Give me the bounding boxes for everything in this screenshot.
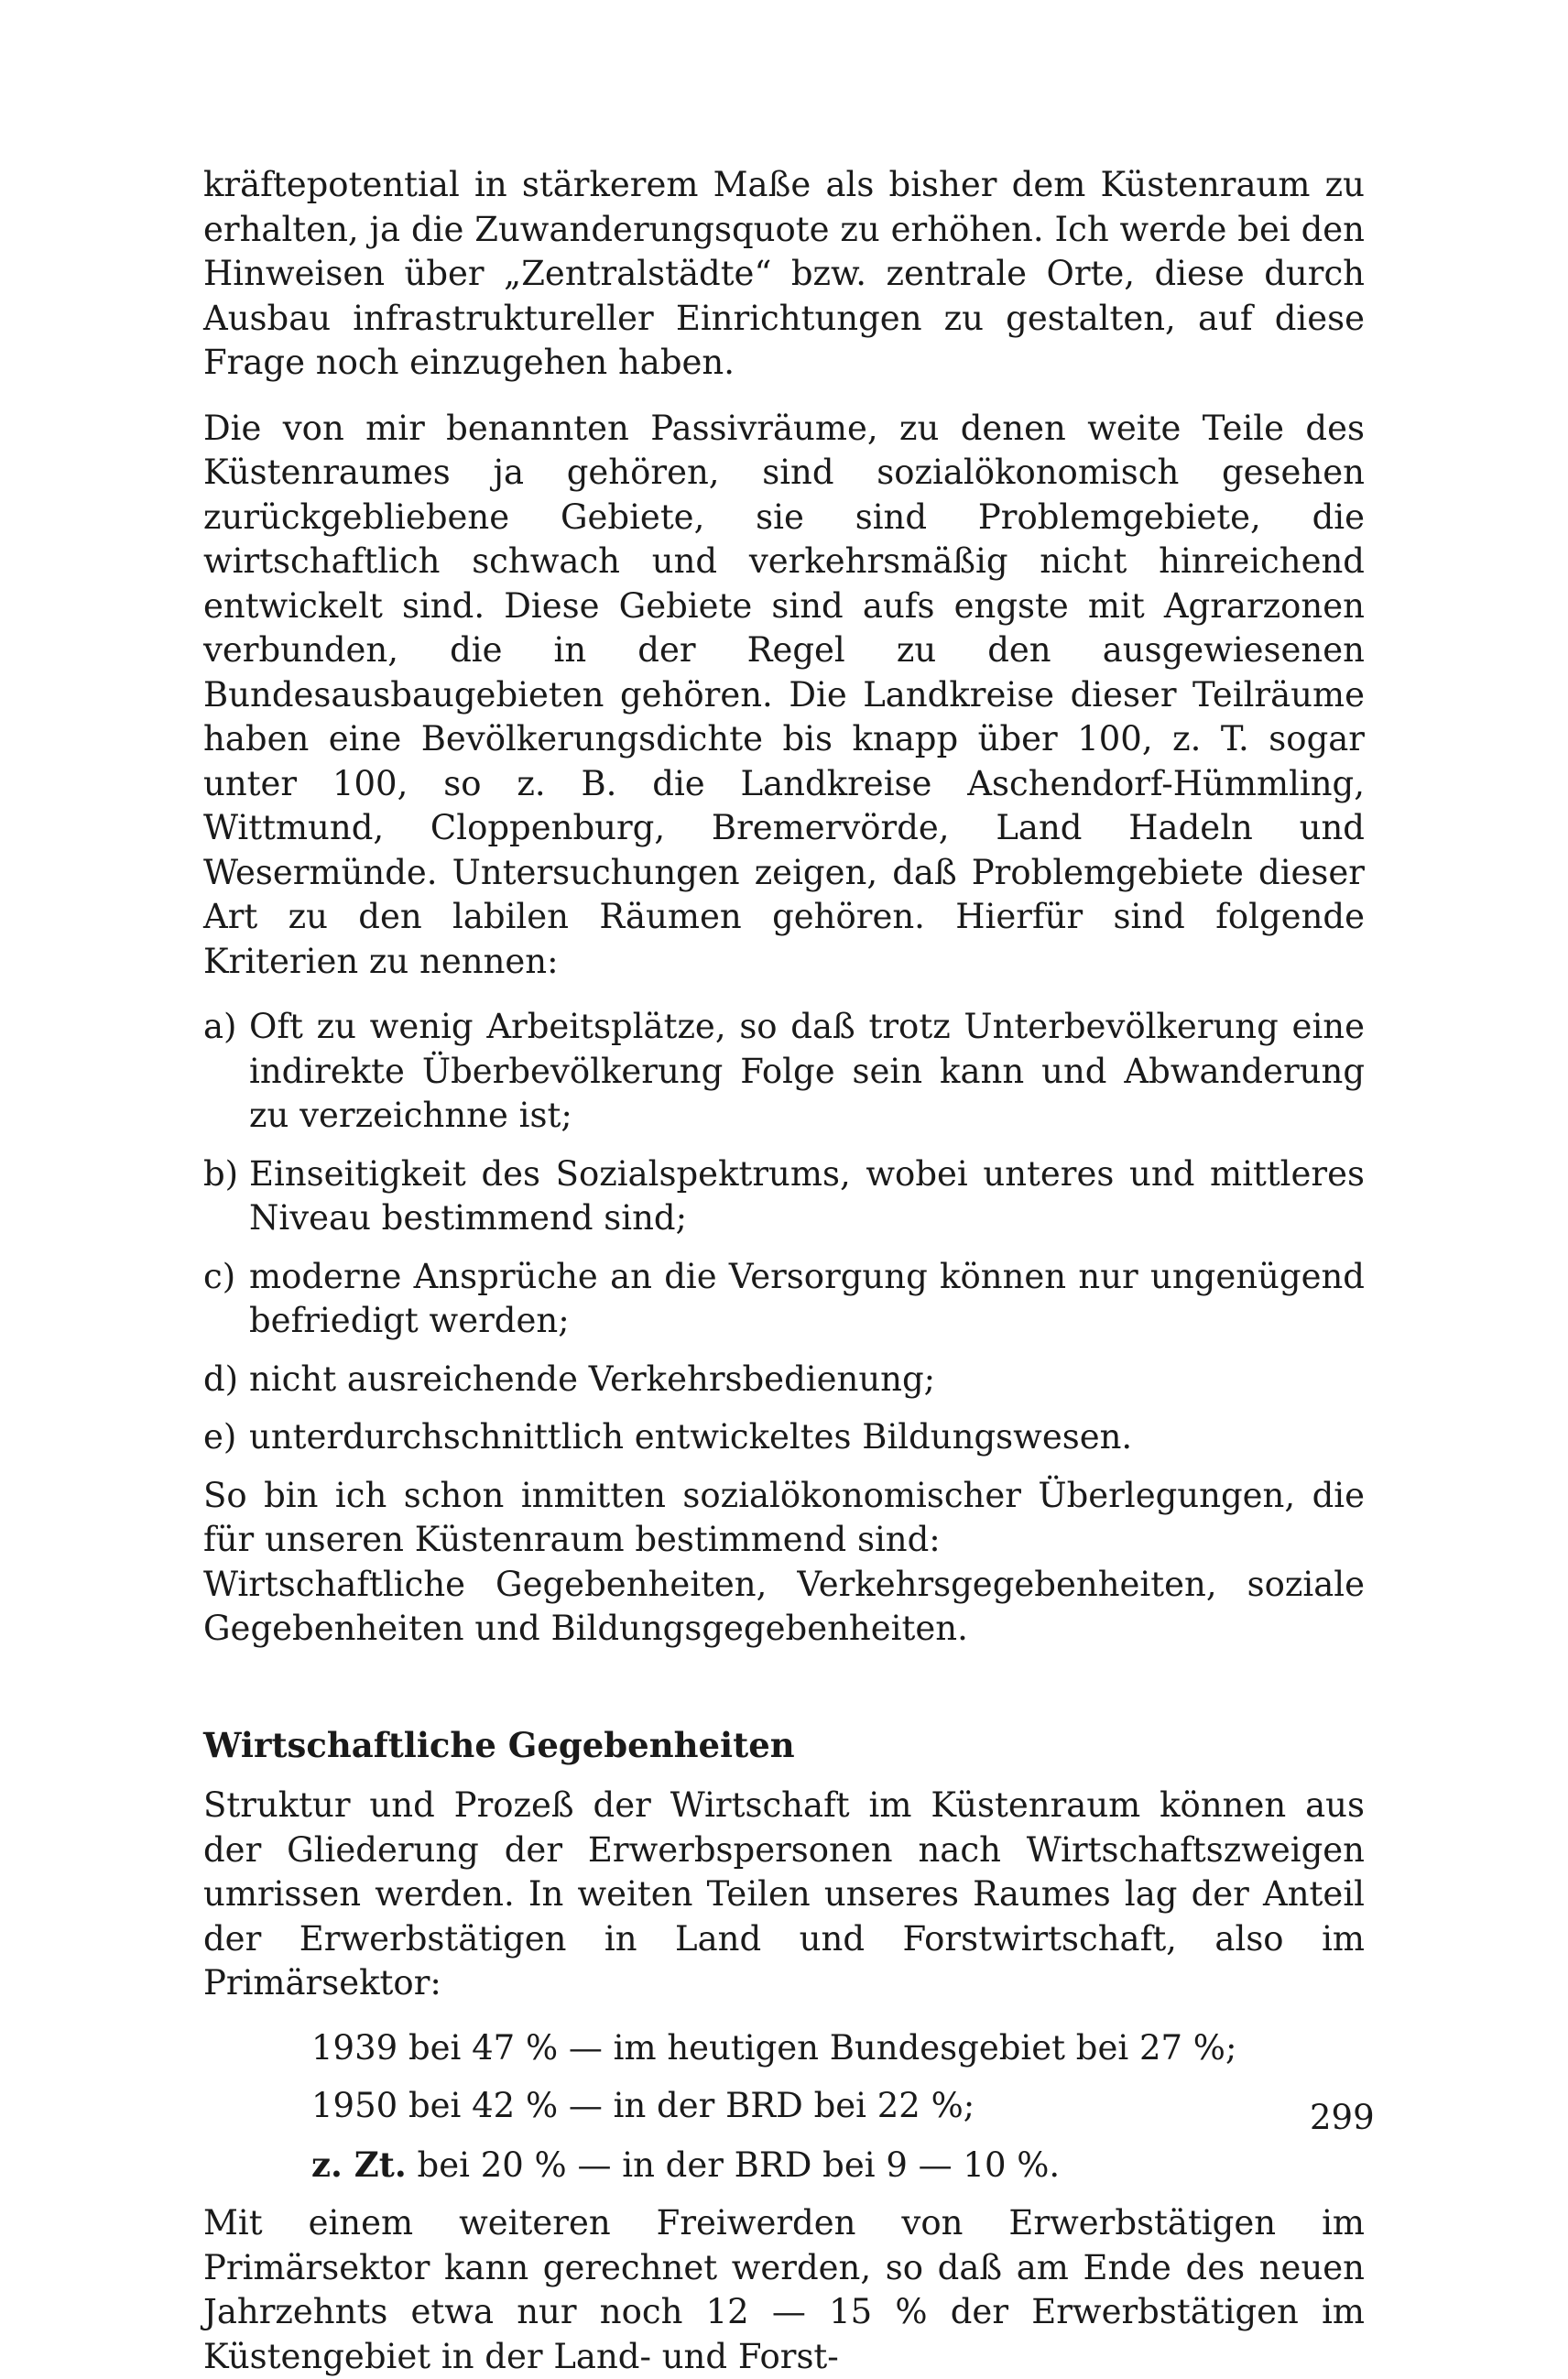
list-item-label: e): [203, 1417, 237, 1457]
paragraph-passive-areas: Die von mir benannten Passivräume, zu denen weite Teile des Küstenraumes ja gehören, sind sozialökonomisch gesehen zurückgebliebene Gebiete, sie sind Problemgebiete, die wirtschaftlich schwach und verkehrsmäßig nicht hinreichend entwickelt sind. Diese Gebiete sind aufs engste mit Agrarzonen verbunden, die in der Regel zu den ausgewiesenen Bundesausbaugebieten gehören. Die Landkreise dieser Teilräume haben eine Bevölkerungsdichte bis knapp über 100, z. T. sogar unter 100, so z. B. die Landkreise Aschendorf-Hümmling, Wittmund, Cloppenburg, Bremervörde, Land Hadeln und Wesermünde. Untersuchungen zeigen, daß Problemgebiete dieser Art zu den labilen Räumen gehören. Hierfür sind folgende Kriterien zu nennen:: [203, 408, 1365, 981]
list-item-label: d): [203, 1359, 239, 1399]
stat-line: [311, 2143, 1365, 2188]
page-content: [203, 163, 1365, 2379]
paragraph-socioeconomic-line2: Wirtschaftliche Gegebenheiten, Verkehrsgegebenheiten, soziale Gegebenheiten und Bildungsgegebenheiten.: [203, 1564, 1365, 1648]
paragraph-outlook: Mit einem weiteren Freiwerden von Erwerbstätigen im Primärsektor kann gerechnet werden, so daß am Ende des neuen Jahrzehnts etwa nur noch 12 — 15 % der Erwerbstätigen im Küstengebiet in der Land- und Forst-: [203, 2203, 1365, 2376]
stat-year: z. Zt.: [311, 2144, 407, 2185]
list-item-label: c): [203, 1256, 236, 1296]
list-item-text: nicht ausreichende Verkehrsbedienung;: [249, 1359, 936, 1399]
list-item-label: a): [203, 1007, 237, 1046]
stat-line: [311, 2084, 1365, 2129]
stats-list: [203, 2026, 1365, 2188]
list-item-text: Einseitigkeit des Sozialspektrums, wobei unteres und mittleres Niveau bestimmend sind;: [249, 1153, 1365, 1238]
section-heading: Wirtschaftliche Gegebenheiten: [203, 1724, 795, 1765]
stat-year: 1950: [311, 2086, 398, 2125]
paragraph-economy: Struktur und Prozeß der Wirtschaft im Küstenraum können aus der Gliederung der Erwerbspersonen nach Wirtschaftszweigen umrissen werden. In weiten Teilen unseres Raumes lag der Anteil der Erwerbstätigen in Land und Forstwirtschaft, also im Primärsektor:: [203, 1785, 1365, 2003]
list-item: [203, 1358, 1365, 1402]
stat-text: bei 42 % — in der BRD bei 22 %;: [408, 2086, 975, 2125]
list-item-text: moderne Ansprüche an die Versorgung können nur ungenügend befriedigt werden;: [249, 1256, 1365, 1340]
paragraph-intro: kräftepotential in stärkerem Maße als bisher dem Küstenraum zu erhalten, ja die Zuwanderungsquote zu erhöhen. Ich werde bei den Hinweisen über „Zentralstädte“ bzw. zentrale Orte, diese durch Ausbau infrastruktureller Einrichtungen zu gestalten, auf diese Frage noch einzugehen haben.: [203, 165, 1365, 382]
list-item: [203, 1005, 1365, 1139]
stat-text: bei 47 % — im heutigen Bundesgebiet bei 27 %;: [408, 2027, 1237, 2068]
list-item-label: b): [203, 1153, 239, 1194]
paragraph-socioeconomic-line1: So bin ich schon inmitten sozialökonomischer Überlegungen, die für unseren Küstenraum bestimmend sind:: [203, 1475, 1365, 1559]
stat-text: bei 20 % — in der BRD bei 9 — 10 %.: [417, 2144, 1061, 2185]
stat-line: [311, 2026, 1365, 2071]
list-item-text: Oft zu wenig Arbeitsplätze, so daß trotz Unterbevölkerung eine indirekte Überbevölkerung Folge sein kann und Abwanderung zu verzeichnne ist;: [249, 1007, 1365, 1135]
list-item: [203, 1152, 1365, 1241]
list-item: [203, 1255, 1365, 1344]
page-number: 299: [1310, 2098, 1375, 2137]
criteria-list: [203, 1005, 1365, 1460]
list-item: [203, 1415, 1365, 1460]
list-item-text: unterdurchschnittlich entwickeltes Bildungswesen.: [249, 1417, 1133, 1457]
stat-year: 1939: [311, 2027, 398, 2068]
paragraph-socioeconomic: [203, 1474, 1365, 1652]
